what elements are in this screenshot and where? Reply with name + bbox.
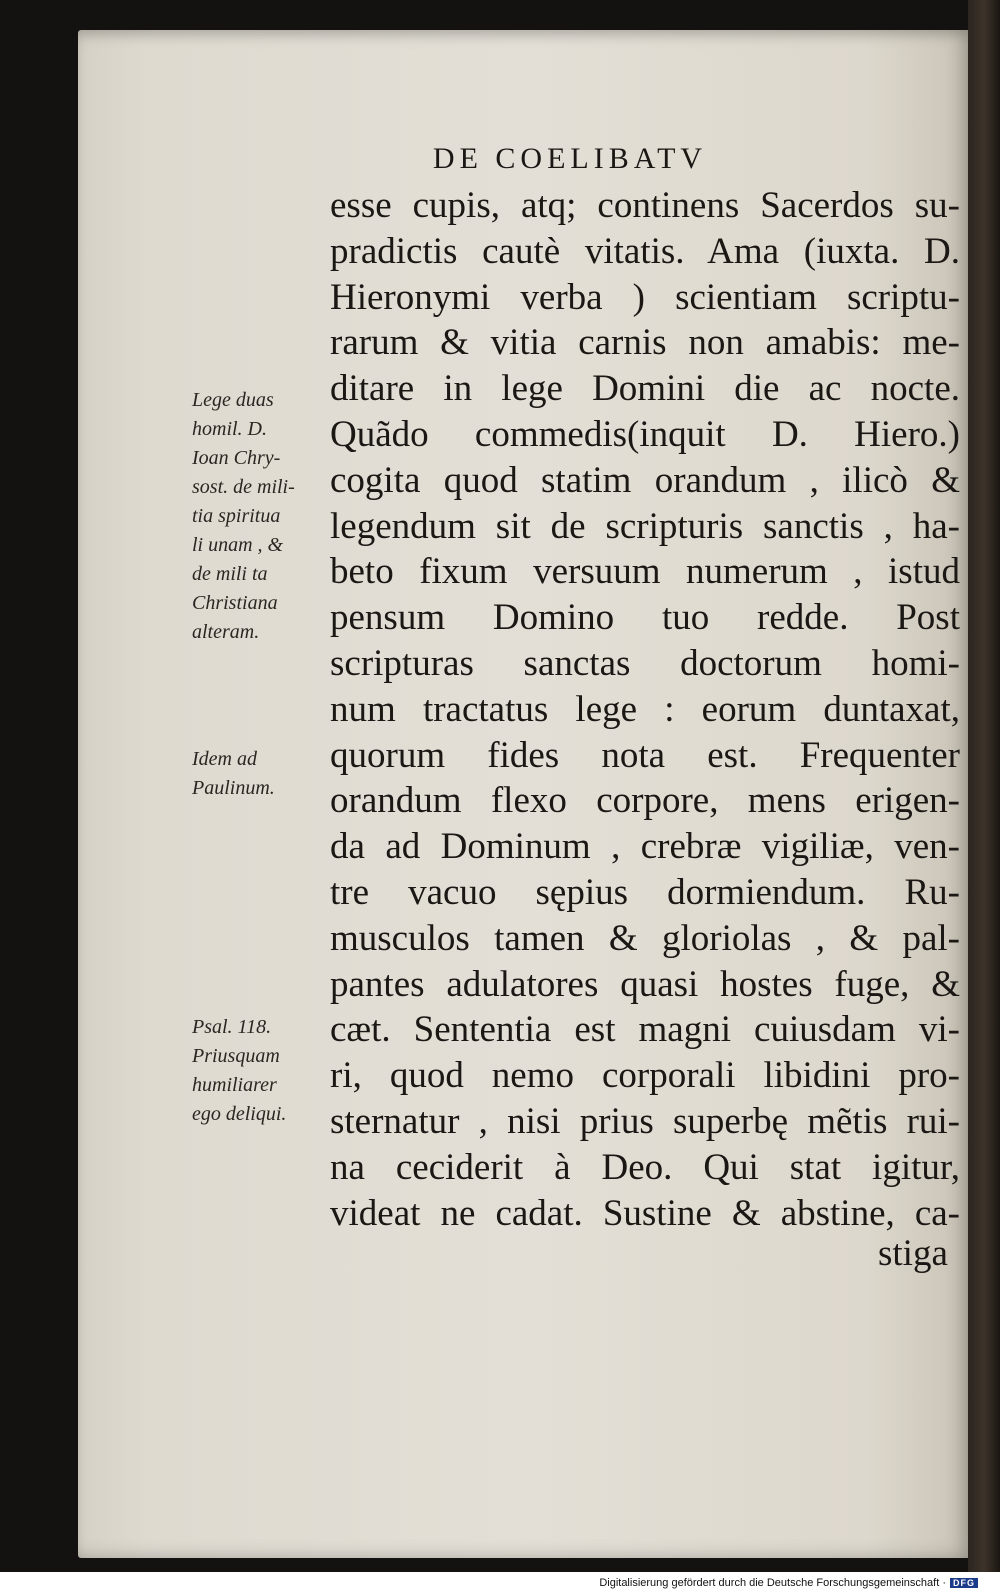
margin-note-line: ego deliqui. — [192, 1103, 287, 1125]
text-line: sternatur , nisi prius superbę mẽtis rui- — [330, 1100, 960, 1142]
text-line: pensum Domino tuo redde. Post — [330, 597, 960, 639]
margin-note-line: li unam , & — [192, 534, 284, 556]
margin-note-psalm — [192, 1013, 337, 1129]
dfg-logo: DFG — [950, 1578, 978, 1588]
text-line: na ceciderit à Deo. Qui stat igitur, — [330, 1146, 960, 1188]
text-line: Hieronymi verba ) scientiam scriptu- — [330, 276, 960, 318]
text-line: quorum fides nota est. Frequenter — [330, 734, 960, 776]
margin-note-line: Lege duas — [192, 389, 274, 411]
text-line: videat ne cadat. Sustine & abstine, ca- — [330, 1192, 960, 1234]
text-line: rarum & vitia carnis non amabis: me- — [330, 322, 960, 364]
margin-note-line: alteram. — [192, 621, 260, 643]
text-line: pantes adulatores quasi hostes fuge, & — [330, 963, 960, 1005]
text-line: legendum sit de scripturis sanctis , ha- — [330, 505, 960, 547]
text-line: tre vacuo sępius dormiendum. Ru- — [330, 871, 960, 913]
margin-note-line: Paulinum. — [192, 777, 275, 799]
margin-note-line: Christiana — [192, 592, 278, 614]
text-line: scripturas sanctas doctorum homi- — [330, 642, 960, 684]
margin-note-line: tia spiritua — [192, 505, 281, 527]
margin-note-line: Priusquam — [192, 1045, 280, 1067]
margin-note-line: humiliarer — [192, 1074, 277, 1096]
body-text — [330, 183, 960, 1236]
margin-note-paulinum — [192, 745, 337, 803]
text-line: ditare in lege Domini die ac nocte. — [330, 368, 960, 410]
margin-note-line: de mili ta — [192, 563, 268, 585]
margin-note-line: Ioan Chry- — [192, 447, 281, 469]
text-line: esse cupis, atq; continens Sacerdos su- — [330, 185, 960, 226]
text-line: cæt. Sententia est magni cuiusdam vi- — [330, 1009, 960, 1051]
text-line: cogita quod statim orandum , ilicò & — [330, 459, 960, 501]
text-line: ri, quod nemo corporali libidini pro- — [330, 1055, 960, 1097]
text-line: da ad Dominum , crebræ vigiliæ, ven- — [330, 826, 960, 868]
margin-note-line: Idem ad — [192, 748, 257, 770]
text-line: pradictis cautè vitatis. Ama (iuxta. D. — [330, 230, 960, 272]
running-head: DE COELIBATV — [432, 142, 708, 175]
margin-note-line: sost. de mili- — [192, 476, 295, 498]
credit-text: Digitalisierung gefördert durch die Deutsche Forschungsgemeinschaft · — [599, 1577, 946, 1589]
text-line: beto fixum versuum numerum , istud — [330, 551, 960, 593]
catchword: stiga — [878, 1233, 948, 1274]
text-line: musculos tamen & gloriolas , & pal- — [330, 917, 960, 959]
margin-note-line: homil. D. — [192, 418, 267, 440]
text-line: num tractatus lege : eorum duntaxat, — [330, 688, 960, 730]
page-edge — [968, 0, 1000, 1594]
margin-note-line: Psal. 118. — [192, 1016, 272, 1038]
text-line: orandum flexo corpore, mens erigen- — [330, 780, 960, 822]
margin-note-homily — [192, 386, 337, 647]
text-line: Quãdo commedis(inquit D. Hiero.) — [330, 413, 960, 455]
digitization-credit — [595, 1576, 982, 1590]
